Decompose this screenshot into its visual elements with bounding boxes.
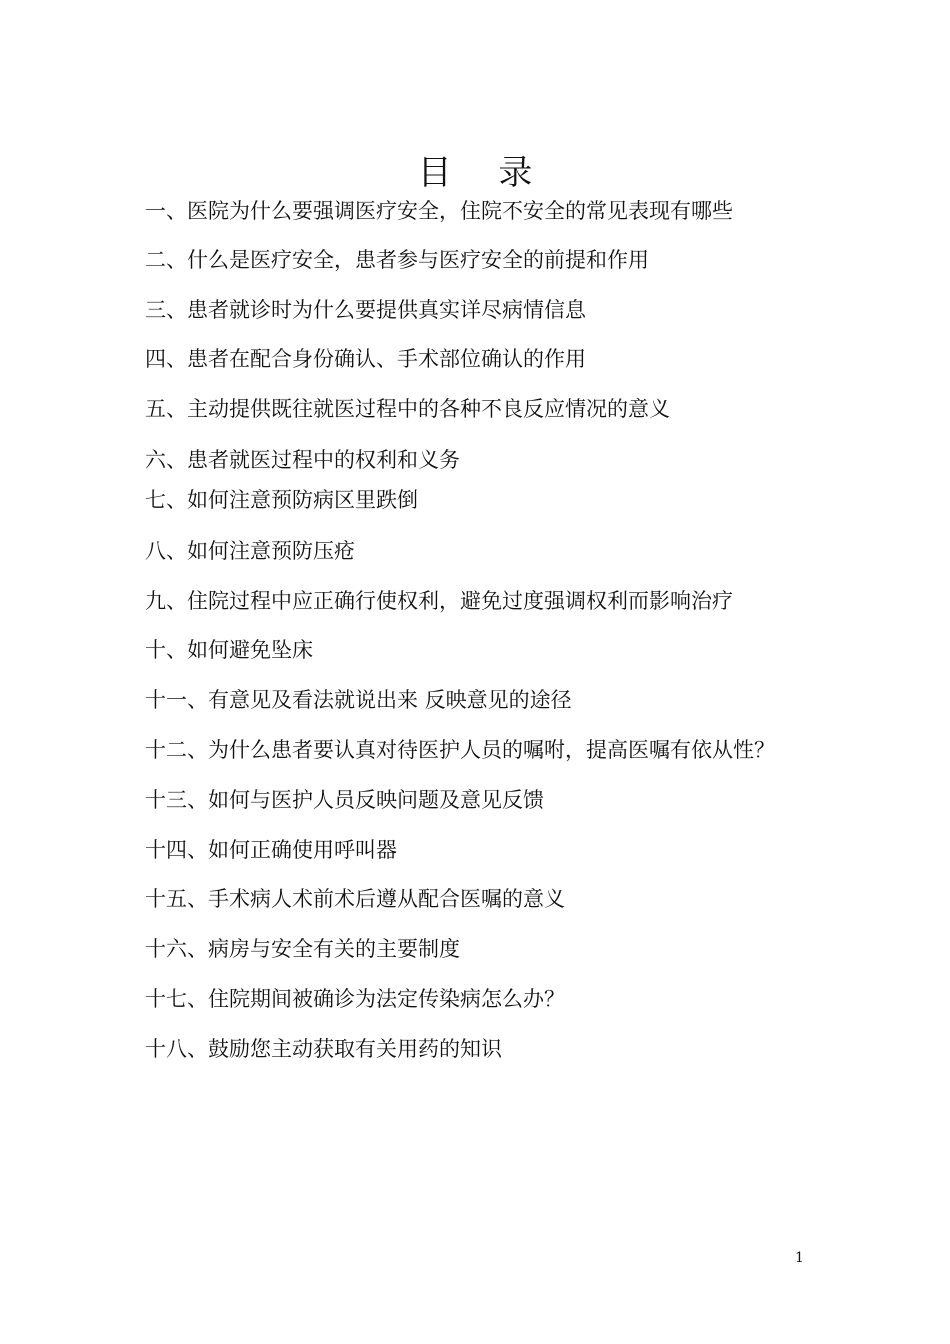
toc-item: 五、主动提供既往就医过程中的各种不良反应情况的意义 bbox=[145, 397, 670, 421]
toc-item: 九、住院过程中应正确行使权利，避免过度强调权利而影响治疗 bbox=[145, 589, 733, 613]
toc-item: 十七、住院期间被确诊为法定传染病怎么办？ bbox=[145, 987, 565, 1011]
page-title: 目 录 bbox=[417, 152, 551, 193]
toc-item: 十、如何避免坠床 bbox=[145, 638, 313, 662]
toc-item: 十六、病房与安全有关的主要制度 bbox=[145, 937, 460, 961]
page-number: 1 bbox=[795, 1250, 804, 1266]
toc-item: 七、如何注意预防病区里跌倒 bbox=[145, 488, 418, 512]
toc-item: 十二、为什么患者要认真对待医护人员的嘱咐，提高医嘱有依从性？ bbox=[145, 738, 775, 762]
toc-item: 十一、有意见及看法就说出来 反映意见的途径 bbox=[145, 688, 572, 712]
toc-item: 四、患者在配合身份确认、手术部位确认的作用 bbox=[145, 347, 586, 371]
toc-item: 十五、手术病人术前术后遵从配合医嘱的意义 bbox=[145, 887, 565, 911]
toc-item: 十三、如何与医护人员反映问题及意见反馈 bbox=[145, 788, 544, 812]
toc-item: 二、什么是医疗安全，患者参与医疗安全的前提和作用 bbox=[145, 248, 649, 272]
toc-item: 六、患者就医过程中的权利和义务 bbox=[145, 448, 460, 472]
toc-item: 十四、如何正确使用呼叫器 bbox=[145, 838, 397, 862]
toc-item: 三、患者就诊时为什么要提供真实详尽病情信息 bbox=[145, 298, 586, 322]
toc-item: 八、如何注意预防压疮 bbox=[145, 539, 355, 563]
toc-item: 一、医院为什么要强调医疗安全，住院不安全的常见表现有哪些 bbox=[145, 199, 733, 223]
toc-item: 十八、鼓励您主动获取有关用药的知识 bbox=[145, 1037, 502, 1061]
